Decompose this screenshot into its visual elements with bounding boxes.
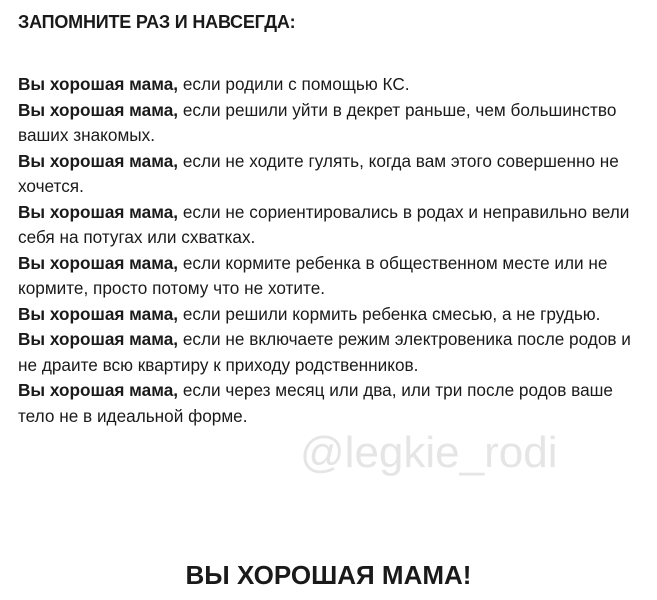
watermark: @legkie_rodi: [300, 428, 558, 477]
statement-lead: Вы хорошая мама,: [18, 252, 179, 273]
statement-text: если не ходите гулять, когда вам этого совершенно не хочется.: [18, 150, 619, 196]
statement-text: если кормите ребенка в общественном месте или не кормите, просто потому что не хотите.: [18, 252, 608, 298]
statement-text: если не сориентировались в родах и неправильно вели себя на потугах или схватках.: [18, 201, 630, 247]
heading: ЗАПОМНИТЕ РАЗ И НАВСЕГДА:: [18, 12, 296, 32]
statement-lead: Вы хорошая мама,: [18, 329, 179, 349]
closing-statement: ВЫ ХОРОШАЯ МАМА!: [185, 560, 472, 590]
statement-item: [18, 72, 643, 98]
statement-item: [18, 327, 643, 378]
statement-list: [18, 72, 643, 429]
statement-text: если через месяц или два, или три после родов ваше тело не в идеальной форме.: [18, 380, 613, 426]
statement-lead: Вы хорошая мама,: [18, 380, 179, 400]
statement-item: [18, 98, 643, 149]
statement-text: если решили кормить ребенка смесью, а не грудью.: [178, 303, 601, 324]
statement-text: если родили с помощью КС.: [178, 74, 410, 94]
statement-item: [18, 302, 643, 328]
statement-lead: Вы хорошая мама,: [18, 303, 179, 324]
statement-item: [18, 378, 643, 429]
statement-item: [18, 200, 643, 251]
statement-text: если не включаете режим электровеника после родов и не драите всю квартиру к приходу родственников.: [18, 329, 631, 375]
statement-item: [18, 251, 643, 302]
statement-lead: Вы хорошая мама,: [18, 150, 179, 171]
statement-lead: Вы хорошая мама,: [18, 74, 179, 94]
statement-item: [18, 149, 643, 200]
statement-text: если решили уйти в декрет раньше, чем большинство ваших знакомых.: [18, 99, 617, 145]
statement-lead: Вы хорошая мама,: [18, 201, 179, 222]
statement-lead: Вы хорошая мама,: [18, 99, 179, 120]
